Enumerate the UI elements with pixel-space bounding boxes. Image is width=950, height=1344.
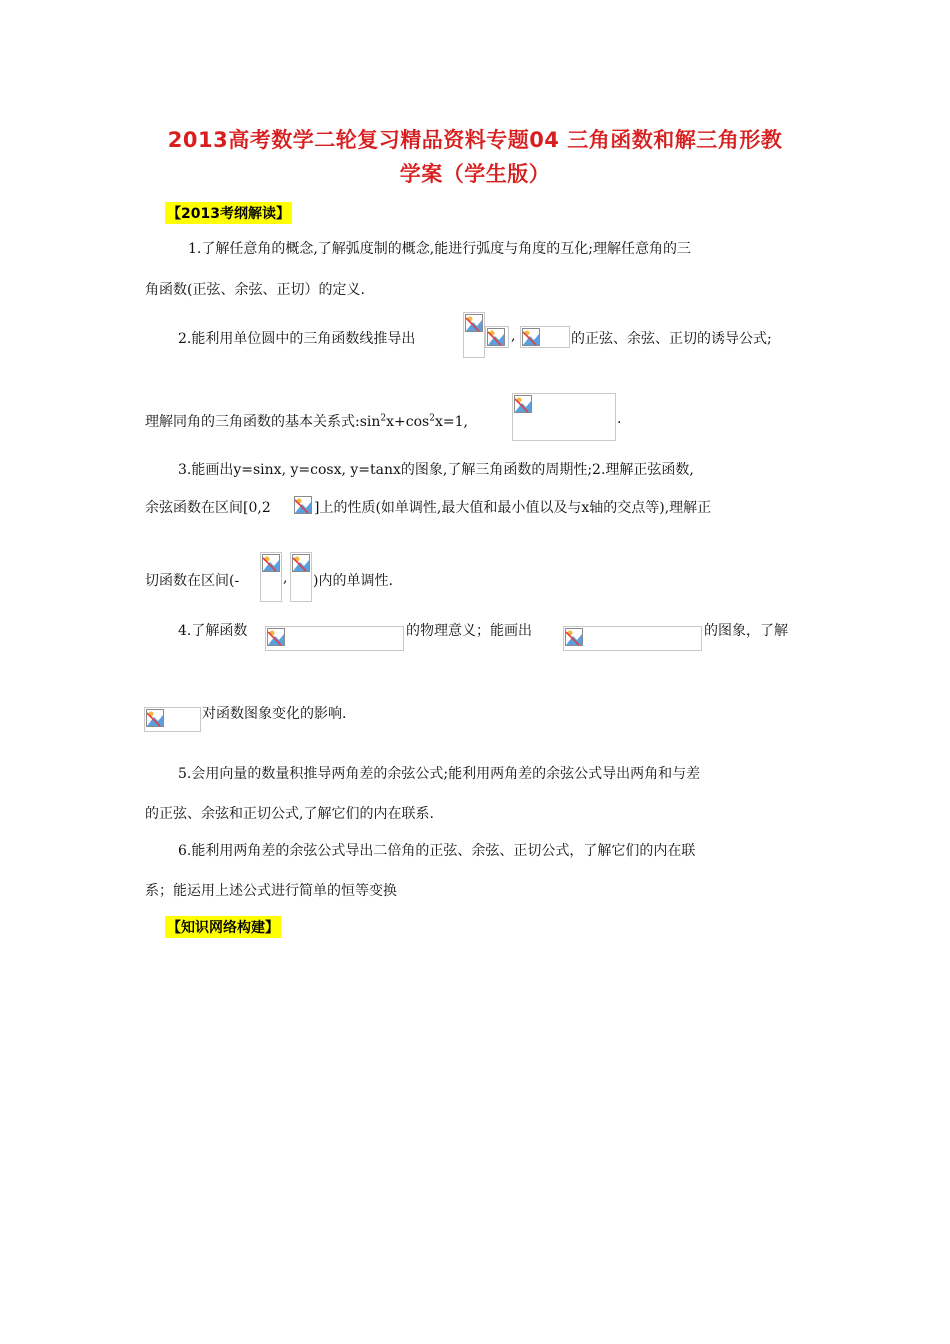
formula-image (290, 552, 312, 602)
item3-comma: , (283, 570, 288, 586)
formula-image (563, 626, 702, 651)
knowledge-network-heading: 【知识网络构建】 (165, 916, 281, 938)
broken-image-icon (522, 328, 540, 346)
item4-line1-tail: 的图象，了解 (704, 623, 788, 639)
item3-line1: 3.能画出y=sinx, y=cosx, y=tanx的图象,了解三角函数的周期性;2.理解正弦函数, (178, 462, 694, 478)
item3-line2-tail: ]上的性质(如单调性,最大值和最小值以及与x轴的交点等),理解正 (314, 500, 712, 516)
identity-text: 理解同角的三角函数的基本关系式:sin (145, 414, 381, 430)
document-title-line2: 学案（学生版） (399, 162, 551, 186)
syllabus-heading: 【2013考纲解读】 (165, 202, 292, 224)
broken-image-icon (262, 554, 280, 572)
formula-image (265, 626, 404, 651)
broken-image-icon (465, 314, 483, 332)
formula-image (463, 312, 485, 358)
broken-image-icon (294, 496, 312, 514)
item2-line2 (145, 411, 468, 431)
identity-text: x=1, (434, 414, 468, 430)
superscript: 2 (429, 413, 435, 424)
broken-image-icon (514, 395, 532, 413)
item2-line1-text: 2.能利用单位圆中的三角函数线推导出 (178, 331, 416, 347)
item2-comma: , (511, 328, 516, 344)
item5-line1: 5.会用向量的数量积推导两角差的余弦公式;能利用两角差的余弦公式导出两角和与差 (178, 766, 701, 782)
item3-line2-head: 余弦函数在区间[0,2 (145, 500, 271, 516)
formula-image (512, 393, 616, 441)
item3-line3-head: 切函数在区间(- (145, 573, 240, 589)
item5-line2: 的正弦、余弦和正切公式,了解它们的内在联系. (145, 806, 434, 822)
item6-line2: 系；能运用上述公式进行简单的恒等变换 (145, 883, 397, 899)
item4-line1-mid: 的物理意义；能画出 (406, 623, 532, 639)
broken-image-icon (267, 628, 285, 646)
broken-image-icon (487, 328, 505, 346)
formula-image (485, 326, 509, 348)
item4-line1-head: 4.了解函数 (178, 623, 248, 639)
item3-line3-tail: )内的单调性. (313, 573, 393, 589)
formula-image (520, 326, 570, 348)
item2-period: . (617, 411, 622, 427)
formula-image (144, 707, 201, 732)
item6-line1: 6.能利用两角差的余弦公式导出二倍角的正弦、余弦、正切公式，了解它们的内在联 (178, 843, 696, 859)
broken-image-icon (146, 709, 164, 727)
superscript: 2 (380, 413, 387, 424)
item4-line2: 对函数图象变化的影响. (202, 706, 347, 722)
identity-text: x+cos (386, 414, 430, 430)
formula-image (294, 496, 314, 516)
item1-line1: 1.了解任意角的概念,了解弧度制的概念,能进行弧度与角度的互化;理解任意角的三 (188, 241, 691, 257)
item2-line1-tail: 的正弦、余弦、正切的诱导公式; (571, 331, 772, 347)
item1-line2: 角函数(正弦、余弦、正切）的定义. (145, 282, 365, 298)
document-title-line1: 2013高考数学二轮复习精品资料专题04 三角函数和解三角形教 (167, 128, 783, 152)
formula-image (260, 552, 282, 602)
broken-image-icon (292, 554, 310, 572)
broken-image-icon (565, 628, 583, 646)
